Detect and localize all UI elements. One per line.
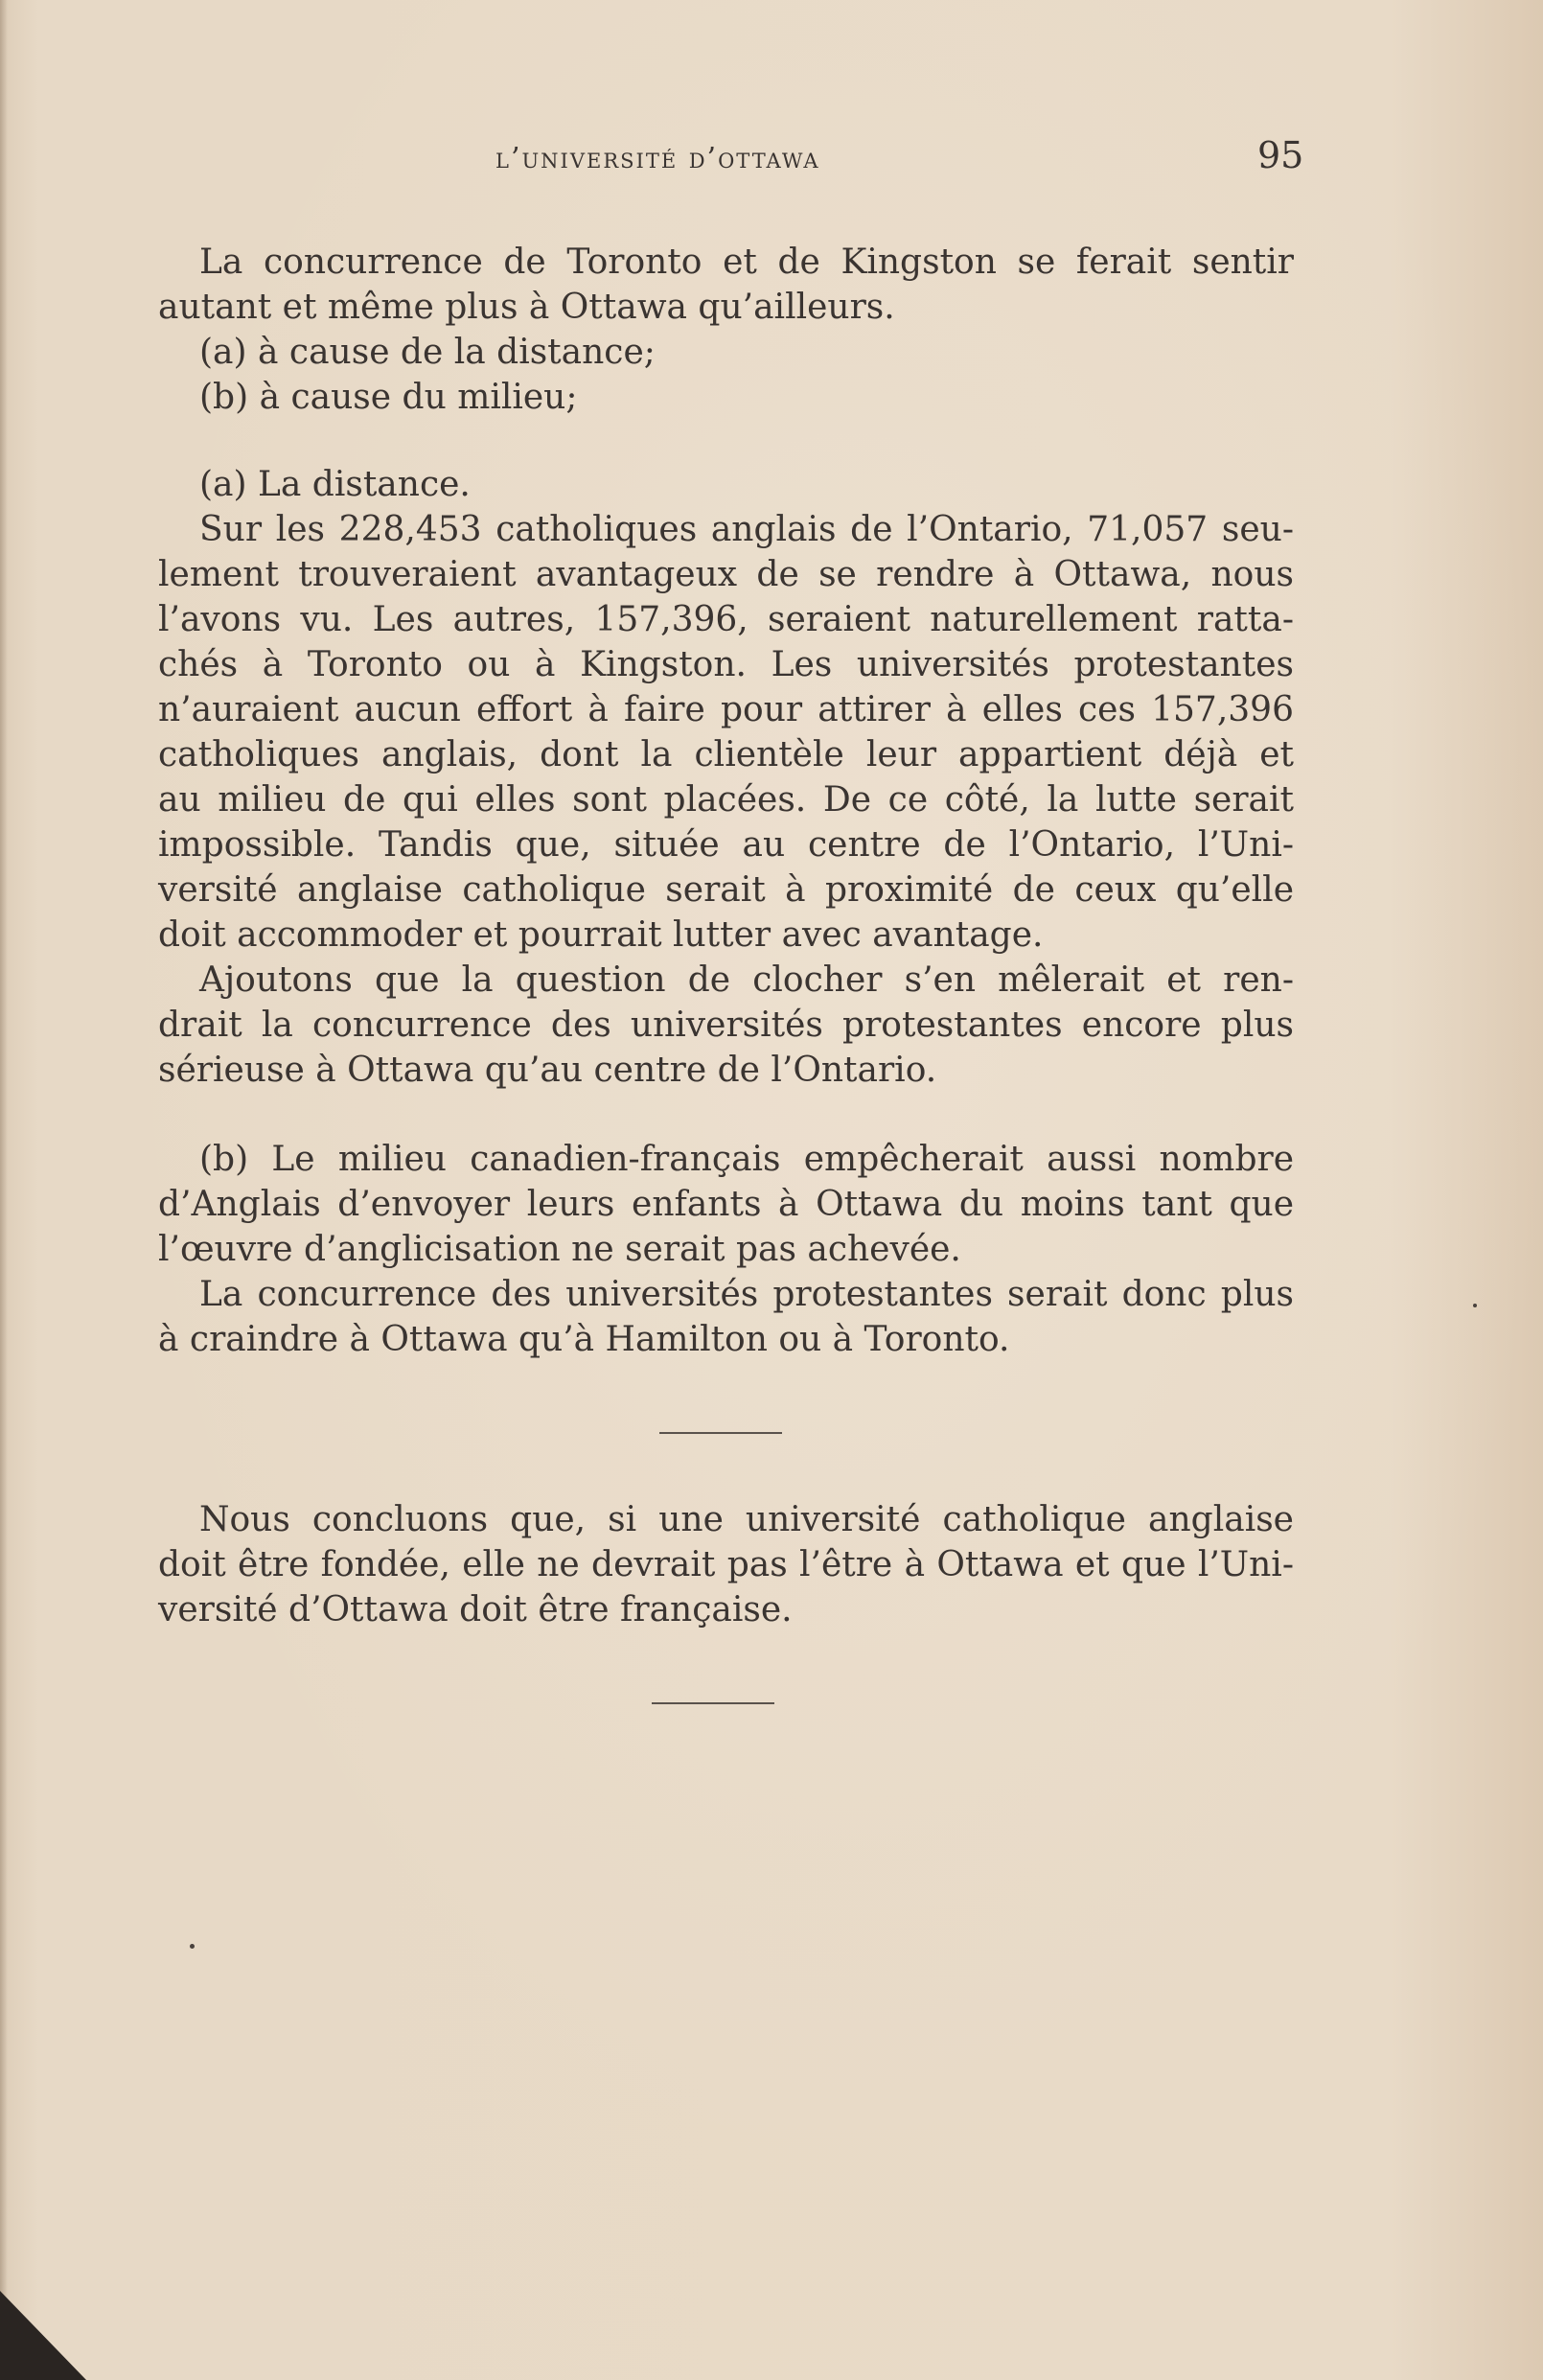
text-line: doit accommoder et pourrait lutter avec avantage.: [158, 915, 1044, 955]
text-line: lement trouveraient avantageux de se rendre à Ottawa, nous: [158, 555, 1294, 594]
page-number: 95: [1257, 134, 1304, 176]
text-line: Nous concluons que, si une université catholique anglaise: [199, 1500, 1294, 1539]
scan-corner-shadow: [0, 2291, 86, 2380]
text-line: autant et même plus à Ottawa qu’ailleurs.: [158, 288, 895, 327]
running-head: l’université d’ottawa: [495, 142, 820, 175]
list-item: (a) à cause de la distance;: [199, 333, 656, 372]
text-line: au milieu de qui elles sont placées. De ce côté, la lutte serait: [158, 780, 1294, 820]
section-b: [158, 1137, 1294, 1362]
page-header: [153, 134, 1304, 190]
text-line: versité d’Ottawa doit être française.: [158, 1590, 793, 1629]
ink-speck: [190, 1944, 195, 1949]
text-line: d’Anglais d’envoyer leurs enfants à Ottawa du moins tant que: [158, 1185, 1294, 1224]
text-line: Ajoutons que la question de clocher s’en mêlerait et ren-: [199, 960, 1294, 1000]
text-line: La concurrence des universités protestantes serait donc plus: [199, 1275, 1294, 1314]
section-a: [158, 462, 1294, 1093]
end-divider: [652, 1702, 774, 1704]
section-heading: (a) La distance.: [199, 465, 471, 504]
text-line: drait la concurrence des universités protestantes encore plus: [158, 1005, 1294, 1045]
text-line: chés à Toronto ou à Kingston. Les universités protestantes: [158, 645, 1294, 684]
text-line: doit être fondée, elle ne devrait pas l’être à Ottawa et que l’Uni-: [158, 1545, 1294, 1584]
list-item: (b) à cause du milieu;: [199, 378, 578, 417]
text-line: (b) Le milieu canadien-français empêcherait aussi nombre: [199, 1140, 1294, 1179]
text-line: l’œuvre d’anglicisation ne serait pas achevée.: [158, 1230, 961, 1269]
section-divider: [659, 1432, 782, 1434]
text-line: catholiques anglais, dont la clientèle leur appartient déjà et: [158, 735, 1294, 774]
page-gutter-shadow: [0, 0, 8, 2380]
paragraph-intro: [158, 240, 1294, 420]
text-line: l’avons vu. Les autres, 157,396, seraient naturellement ratta-: [158, 600, 1294, 639]
text-line: sérieuse à Ottawa qu’au centre de l’Ontario.: [158, 1051, 937, 1090]
text-line: versité anglaise catholique serait à proximité de ceux qu’elle: [158, 870, 1294, 910]
text-line: n’auraient aucun effort à faire pour attirer à elles ces 157,396: [158, 690, 1294, 729]
text-line: Sur les 228,453 catholiques anglais de l’Ontario, 71,057 seu-: [199, 510, 1294, 549]
ink-speck: [1473, 1304, 1477, 1307]
paragraph-conclusion: [158, 1497, 1294, 1632]
text-line: à craindre à Ottawa qu’à Hamilton ou à Toronto.: [158, 1320, 1010, 1359]
text-line: La concurrence de Toronto et de Kingston se ferait sentir: [199, 243, 1294, 282]
text-line: impossible. Tandis que, située au centre de l’Ontario, l’Uni-: [158, 825, 1294, 865]
